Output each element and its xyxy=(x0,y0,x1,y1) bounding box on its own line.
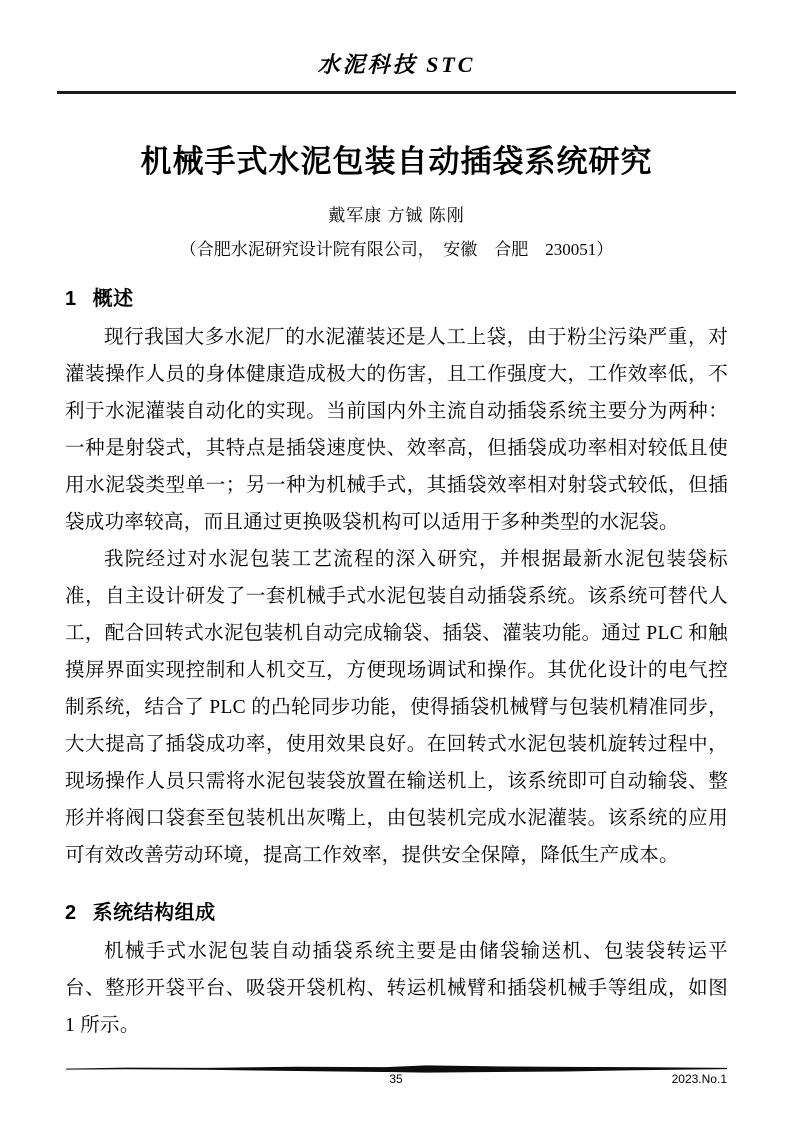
section-1-number: 1 xyxy=(65,288,77,310)
section-2-title: 系统结构组成 xyxy=(92,902,216,924)
section-2-paragraph-1: 机械手式水泥包装自动插袋系统主要是由储袋输送机、包装袋转运平台、整形开袋平台、吸袋开袋机构、转运机械臂和插袋机械手等组成，如图 1 所示。 xyxy=(65,941,728,1036)
article-body xyxy=(65,282,728,1044)
section-1-heading xyxy=(65,282,728,311)
journal-header-title: 水泥科技 STC xyxy=(317,52,476,77)
section-2-number: 2 xyxy=(65,902,77,924)
page-footer xyxy=(0,1052,793,1122)
article-title: 机械手式水泥包装自动插袋系统研究 xyxy=(140,144,653,179)
section-1-paragraph-1: 现行我国大多水泥厂的水泥灌装还是人工上袋，由于粉尘污染严重，对灌装操作人员的身体健康造成极大的伤害，且工作强度大，工作效率低，不利于水泥灌装自动化的实现。当前国内外主流自动插袋系统主要分为两种：一种是射袋式，其特点是插袋速度快、效率高，但插袋成功率相对较低且使用水泥袋类型单一；另一种为机械手式，其插袋效率相对射袋式较低，但插袋成功率较高，而且通过更换吸袋机构可以适用于多种类型的水泥袋。 xyxy=(65,327,728,533)
article-affiliation: （合肥水泥研究设计院有限公司， 安徽 合肥 230051） xyxy=(179,240,614,259)
footer-issue-label: 2023.No.1 xyxy=(671,1072,727,1086)
footer-text-row xyxy=(65,1072,727,1088)
section-2-heading xyxy=(65,896,728,925)
header-rule xyxy=(57,91,736,94)
article-authors: 戴军康 方铖 陈刚 xyxy=(328,206,465,225)
section-1-title: 概述 xyxy=(92,288,134,310)
footer-page-number: 35 xyxy=(389,1072,403,1086)
section-1-paragraph-2: 我院经过对水泥包装工艺流程的深入研究，并根据最新水泥包装袋标准，自主设计研发了一套机械手式水泥包装自动插袋系统。该系统可替代人工，配合回转式水泥包装机自动完成输袋、插袋、灌装功能。通过 PLC 和触摸屏界面实现控制和人机交互，方便现场调试和操作。其优化设计的电气控制系统，结合了 PLC 的凸轮同步功能，使得插袋机械臂与包装机精准同步，大大提高了插袋成功率，使用效果良好。在回转式水泥包装机旋转过程中，现场操作人员只需将水泥包装袋放置在输送机上，该系统即可自动输袋、整形并将阀口袋套至包装机出灰嘴上，由包装机完成水泥灌装。该系统的应用可有效改善劳动环境，提高工作效率，提供安全保障，降低生产成本。 xyxy=(65,549,728,866)
